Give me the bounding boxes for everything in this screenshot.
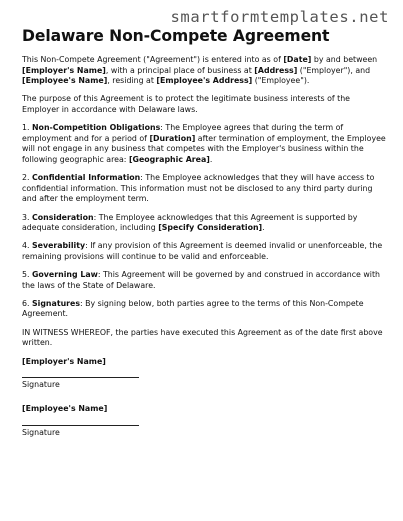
section-heading: Non-Competition Obligations bbox=[31, 123, 161, 133]
intro-text: , residing at bbox=[107, 76, 157, 86]
section-number: 6. bbox=[22, 298, 32, 308]
duration-placeholder: [Duration] bbox=[149, 133, 196, 143]
section-confidential-information bbox=[22, 173, 386, 205]
section-severability bbox=[22, 241, 386, 262]
intro-text: ("Employer"), and bbox=[297, 65, 371, 75]
intro-text: , with a principal place of business at bbox=[105, 65, 255, 75]
section-governing-law bbox=[22, 270, 386, 291]
section-number: 2. bbox=[22, 173, 32, 183]
signature-block-employer bbox=[22, 357, 386, 391]
section-number: 4. bbox=[22, 241, 32, 251]
signature-line[interactable] bbox=[22, 415, 139, 426]
section-text: . bbox=[262, 223, 265, 233]
intro-text: by and between bbox=[311, 55, 378, 64]
signature-label: Signature bbox=[22, 427, 60, 437]
section-number: 5. bbox=[22, 270, 32, 280]
signature-block-employee bbox=[22, 404, 386, 438]
signature-line[interactable] bbox=[22, 367, 139, 378]
site-watermark: smartformtemplates.net bbox=[170, 8, 389, 26]
section-text: : This Agreement will be governed by and construed in accordance with the laws of the State of Delaware. bbox=[22, 270, 381, 290]
employer-name-placeholder: [Employer's Name] bbox=[22, 65, 106, 75]
section-text: after termination of employment, the Employee will not engage in any business that competes with the Employer's business within the following geographic area: bbox=[22, 133, 386, 164]
date-placeholder: [Date] bbox=[283, 55, 312, 64]
section-non-competition bbox=[22, 123, 386, 165]
signatory-name: [Employer's Name] bbox=[22, 356, 106, 366]
employee-name-placeholder: [Employee's Name] bbox=[22, 76, 108, 86]
intro-paragraph bbox=[22, 55, 386, 87]
section-text: : The Employee acknowledges that they will have access to confidential information. This information must not be disclosed to any third party during and after the employment term. bbox=[22, 173, 375, 204]
geographic-area-placeholder: [Geographic Area] bbox=[128, 154, 210, 164]
document-title: Delaware Non-Compete Agreement bbox=[22, 27, 330, 45]
employee-address-placeholder: [Employee's Address] bbox=[156, 76, 253, 86]
section-number: 1. bbox=[22, 123, 32, 133]
section-text: : The Employee agrees that during the term of employment and for a period of bbox=[22, 123, 344, 143]
section-text: : By signing below, both parties agree to the terms of this Non-Compete Agreement. bbox=[22, 298, 364, 319]
document-body bbox=[22, 27, 386, 451]
section-number: 3. bbox=[22, 212, 32, 222]
section-heading: Governing Law bbox=[31, 270, 98, 280]
section-signatures bbox=[22, 299, 386, 320]
address-placeholder: [Address] bbox=[254, 65, 298, 75]
section-text: : If any provision of this Agreement is deemed invalid or unenforceable, the remaining provisions will continue to be valid and enforceable. bbox=[22, 241, 383, 261]
section-heading: Severability bbox=[31, 241, 86, 251]
section-heading: Consideration bbox=[31, 212, 94, 222]
intro-text: This Non-Compete Agreement ("Agreement") is entered into as of bbox=[22, 55, 284, 64]
section-consideration bbox=[22, 213, 386, 234]
signature-label: Signature bbox=[22, 380, 60, 390]
section-text: . bbox=[209, 154, 213, 164]
witness-paragraph: IN WITNESS WHEREOF, the parties have executed this Agreement as of the date first above written. bbox=[22, 327, 383, 348]
signatory-name: [Employee's Name] bbox=[22, 404, 108, 413]
section-heading: Confidential Information bbox=[31, 173, 141, 183]
section-text: : The Employee acknowledges that this Agreement is supported by adequate consideration, including bbox=[22, 212, 358, 233]
consideration-placeholder: [Specify Consideration] bbox=[158, 223, 263, 233]
purpose-paragraph: The purpose of this Agreement is to protect the legitimate business interests of the Employer in accordance with Delaware laws. bbox=[22, 94, 350, 114]
intro-text: ("Employee"). bbox=[252, 76, 310, 86]
section-heading: Signatures bbox=[31, 298, 81, 308]
